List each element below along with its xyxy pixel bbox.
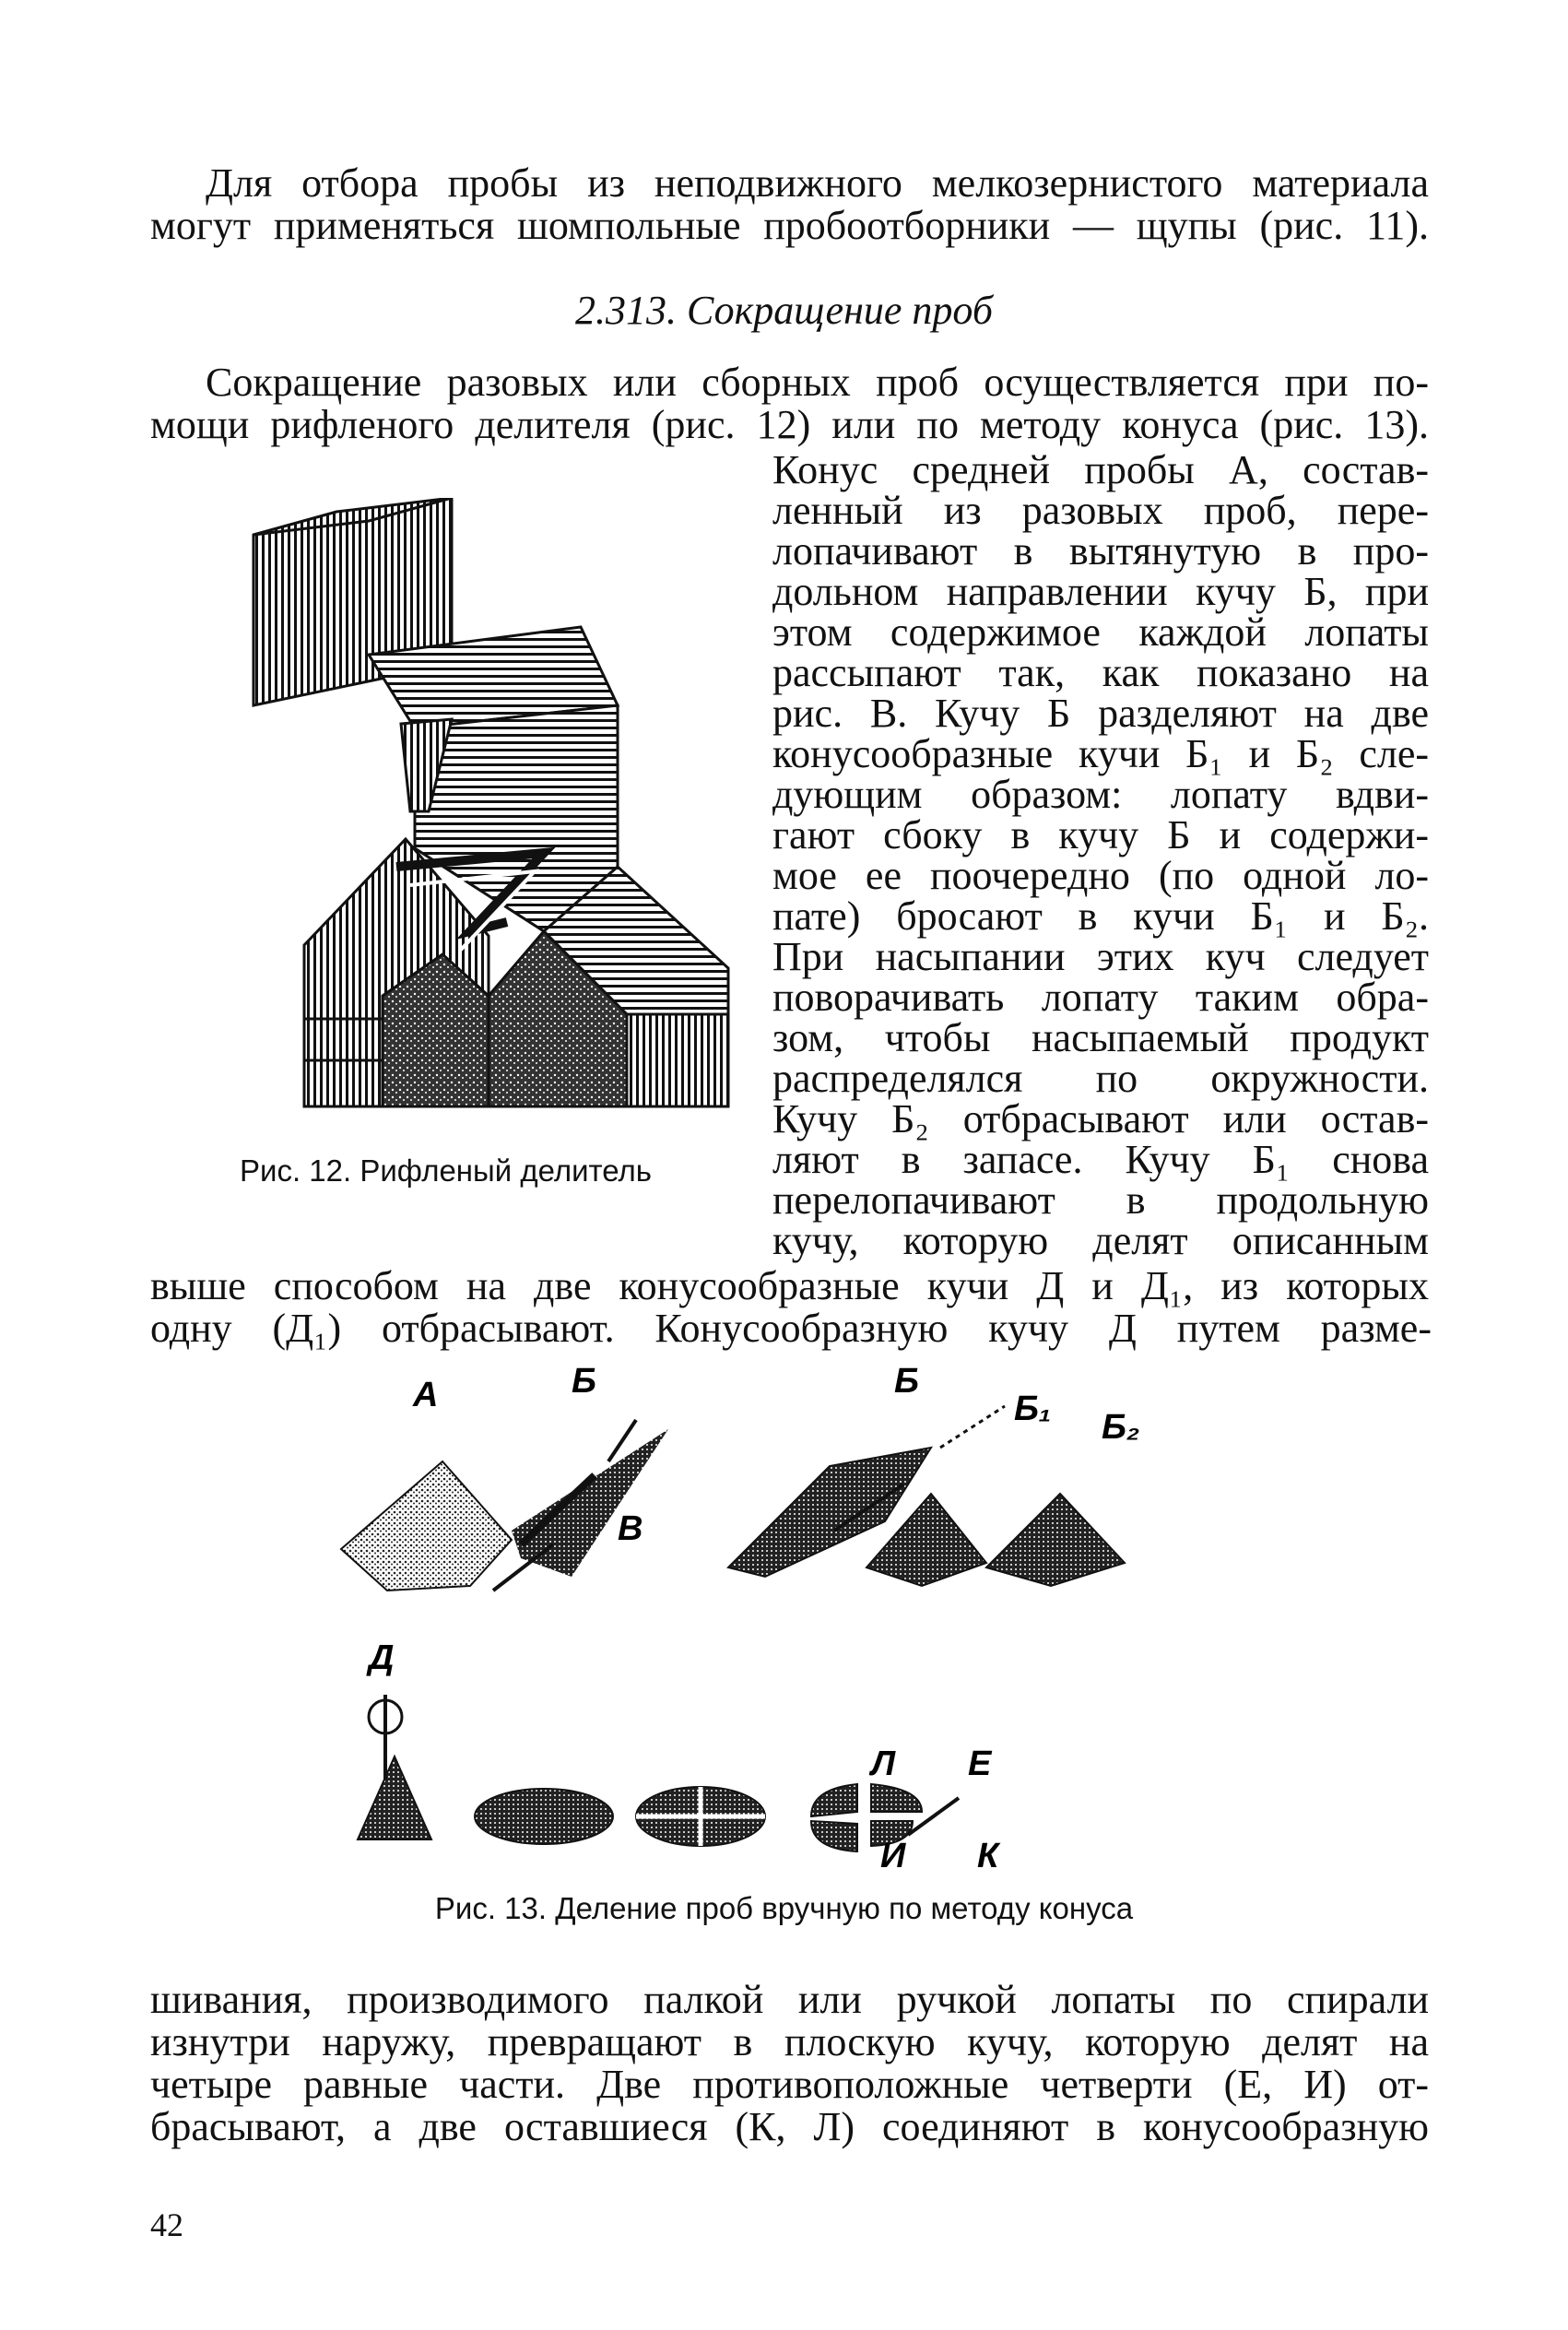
label-l: Л (871, 1745, 896, 1783)
para2-wrap-line: кучу, которую делят описанным (772, 1218, 1429, 1263)
label-v: В (618, 1509, 643, 1548)
para2-wrap-line: зом, чтобы насыпаемый продукт (772, 1015, 1429, 1060)
para2-wrap-line: конусообразные кучи Б₁ и Б₂ сле- (772, 731, 1429, 776)
para2-wrap-line: При насыпании этих куч следует (772, 934, 1429, 979)
label-b: Б (572, 1362, 596, 1401)
para2-line-2: мощи рифленого делителя (рис. 12) или по методу конуса (рис. 13). (150, 402, 1429, 447)
label-d: Д (369, 1638, 395, 1677)
para2-wrap-line: поворачивать лопату таким обра- (772, 975, 1429, 1020)
para2-wrap-line: пате) бросают в кучи Б₁ и Б₂. (772, 893, 1429, 939)
para3-line-2: изнутри наружу, превращают в плоскую кучу, которую делят на (150, 2019, 1429, 2064)
label-b2: Б₂ (1102, 1408, 1140, 1447)
para2-wrap-line: дующим образом: лопату вдви- (772, 772, 1429, 817)
para2-wrap-line: этом содержимое каждой лопаты (772, 609, 1429, 655)
para3-line-1: шивания, производимого палкой или ручкой лопаты по спирали (150, 1977, 1429, 2022)
para2-wrap-line: распределялся по окружности. (772, 1056, 1429, 1101)
para2-wrap-line: Конус средней пробы А, состав- (772, 447, 1429, 492)
label-a: А (413, 1376, 439, 1414)
para2-wrap-line: Кучу Б₂ отбрасывают или остав- (772, 1096, 1429, 1141)
para2-wrap-line: рассыпают так, как показано на (772, 650, 1429, 695)
intro-text-1: Для отбора пробы из неподвижного мелкозернистого материала (206, 160, 1429, 206)
para2-wrap-line: рис. В. Кучу Б разделяют на две (772, 691, 1429, 736)
intro-line-1 (150, 162, 1429, 205)
section-heading: 2.313. Сокращение проб (575, 288, 993, 333)
para2-wrap-line: ляют в запасе. Кучу Б₁ снова (772, 1137, 1429, 1182)
para2-wrap-line: ленный из разовых проб, пере- (772, 488, 1429, 533)
figure-13-caption: Рис. 13. Деление проб вручную по методу конуса (434, 1891, 1134, 1925)
page-number: 42 (150, 2206, 183, 2243)
label-k: К (977, 1837, 999, 1872)
para3-line-4: брасывают, а две оставшиеся (К, Л) соединяют в конусообразную (150, 2104, 1429, 2149)
label-b1: Б₁ (1014, 1390, 1052, 1428)
para3-line-3: четыре равные части. Две противоположные четверти (Е, И) от- (150, 2062, 1429, 2107)
para2-line-1 (150, 361, 1429, 404)
para2-wrap-line: перелопачивают в продольную (772, 1177, 1429, 1223)
para2-full-line-1: выше способом на две конусообразные кучи Д и Д₁, из которых (150, 1263, 1429, 1308)
figure-13-cone-method (332, 1355, 1254, 1872)
label-i: И (880, 1837, 906, 1872)
para2-wrap-line: дольном направлении кучу Б, при (772, 569, 1429, 614)
para2-wrap-line: лопачивают в вытянутую в про- (772, 528, 1429, 574)
label-b-top: Б (894, 1362, 919, 1401)
para2-wrap-line: мое ее поочередно (по одной ло- (772, 853, 1429, 898)
para2-text-1: Сокращение разовых или сборных проб осуществляется при по- (206, 360, 1429, 405)
intro-line-2: могут применяться шомпольные пробоотборники — щупы (рис. 11). (150, 203, 1429, 248)
figure-12-caption: Рис. 12. Рифленый делитель (240, 1153, 652, 1188)
para2-wrap-line: гают сбоку в кучу Б и содержи- (772, 812, 1429, 857)
para2-full-line-2: одну (Д₁) отбрасывают. Конусообразную кучу Д путем разме- (150, 1306, 1432, 1351)
figure-12-riffle-divider (184, 498, 756, 1134)
label-e: Е (968, 1745, 992, 1783)
